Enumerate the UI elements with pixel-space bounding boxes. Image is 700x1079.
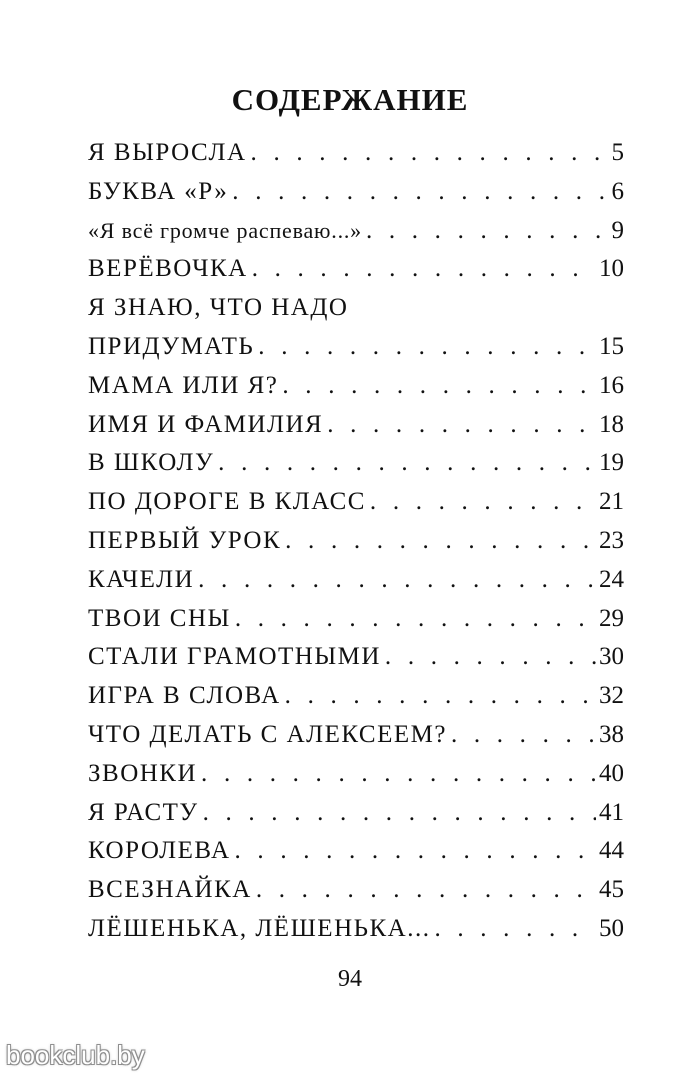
- toc-entry: [88, 638, 624, 677]
- watermark: bookclub.by: [6, 1040, 145, 1070]
- toc-entry-page: 45: [599, 876, 624, 904]
- dot-leader: [434, 910, 596, 949]
- page-number: 94: [338, 966, 362, 992]
- toc-entry-page: 38: [599, 720, 624, 748]
- dot-leader: [232, 173, 608, 212]
- toc-entry-title: «Я всё громче распеваю...»: [88, 217, 362, 243]
- toc-entry: [88, 677, 624, 716]
- toc-entry-page: 24: [599, 565, 624, 593]
- dot-leader: [451, 716, 596, 755]
- toc-entry-page: 19: [599, 449, 624, 477]
- toc-entry-title: ИГРА В СЛОВА: [88, 682, 281, 710]
- toc-entry-title: МАМА ИЛИ Я?: [88, 371, 279, 399]
- toc-entry-page: 29: [599, 604, 624, 632]
- toc-entry-title: ТВОИ СНЫ: [88, 604, 231, 632]
- toc-entry-page: 10: [599, 255, 624, 283]
- toc-entry: [88, 134, 624, 173]
- dot-leader: [370, 483, 596, 522]
- toc-entry-title: ЧТО ДЕЛАТЬ С АЛЕКСЕЕМ?: [88, 720, 447, 748]
- toc-entry-page: 5: [611, 139, 624, 166]
- toc-entry: [88, 910, 624, 949]
- toc-entry-title: ВЕРЁВОЧКА: [88, 255, 248, 283]
- toc-entry-page: 18: [599, 410, 624, 438]
- table-of-contents: [88, 134, 624, 949]
- toc-entry-page: 50: [599, 914, 624, 942]
- toc-entry-page: 9: [611, 216, 624, 244]
- toc-entry-title-line2: ПРИДУМАТЬ: [88, 332, 255, 360]
- toc-entry-page: 15: [599, 332, 624, 360]
- toc-entry-title: В ШКОЛУ: [88, 449, 215, 477]
- toc-entry-title: КОРОЛЕВА: [88, 837, 231, 865]
- dot-leader: [201, 755, 596, 794]
- dot-leader: [327, 406, 596, 445]
- toc-entry-title: БУКВА «Р»: [88, 177, 229, 205]
- toc-entry-title: ПО ДОРОГЕ В КЛАСС: [88, 488, 366, 516]
- toc-entry: [88, 871, 624, 910]
- toc-entry: [88, 173, 624, 212]
- toc-entry: [88, 755, 624, 794]
- toc-entry-page: 44: [599, 837, 624, 865]
- toc-entry: [88, 483, 624, 522]
- toc-entry-title: ПЕРВЫЙ УРОК: [88, 526, 282, 554]
- toc-entry-title: ЛЁШЕНЬКА, ЛЁШЕНЬКА...: [88, 914, 431, 942]
- toc-entry: [88, 522, 624, 561]
- toc-entry-title: КАЧЕЛИ: [88, 565, 195, 593]
- dot-leader: [385, 638, 596, 677]
- dot-leader: [235, 600, 596, 639]
- dot-leader: [235, 832, 596, 871]
- dot-leader: [366, 212, 609, 251]
- dot-leader: [285, 677, 596, 716]
- toc-entry: [88, 600, 624, 639]
- toc-entry: [88, 212, 624, 251]
- toc-entry: [88, 250, 624, 289]
- dot-leader: [198, 561, 596, 600]
- dot-leader: [218, 444, 596, 483]
- toc-entry: [88, 444, 624, 483]
- dot-leader: [282, 367, 596, 406]
- toc-entry-page: 21: [599, 488, 624, 516]
- dot-leader: [285, 522, 596, 561]
- toc-entry: [88, 367, 624, 406]
- toc-entry: [88, 794, 624, 833]
- toc-entry-page: 40: [599, 759, 624, 787]
- toc-entry: [88, 289, 624, 367]
- toc-entry-title: СТАЛИ ГРАМОТНЫМИ: [88, 643, 381, 671]
- dot-leader: [256, 871, 596, 910]
- toc-entry-page: 41: [599, 798, 624, 826]
- dot-leader: [252, 250, 596, 289]
- toc-entry-page: 32: [599, 682, 624, 710]
- dot-leader: [203, 794, 596, 833]
- toc-entry-page: 16: [599, 371, 624, 399]
- toc-entry-page: 23: [599, 526, 624, 554]
- page-title: СОДЕРЖАНИЕ: [231, 82, 469, 117]
- toc-entry-page: 30: [599, 643, 624, 671]
- toc-entry-title: ВСЕЗНАЙКА: [88, 876, 252, 904]
- dot-leader: [251, 134, 609, 173]
- toc-entry-title: ЗВОНКИ: [88, 759, 198, 787]
- toc-entry-title: Я ВЫРОСЛА: [88, 139, 247, 166]
- toc-entry: [88, 406, 624, 445]
- toc-entry-title: ИМЯ И ФАМИЛИЯ: [88, 410, 324, 438]
- toc-entry-title: Я РАСТУ: [88, 798, 199, 826]
- toc-entry: [88, 561, 624, 600]
- toc-entry: [88, 716, 624, 755]
- toc-entry-title-line1: Я ЗНАЮ, ЧТО НАДО: [88, 294, 349, 322]
- toc-entry-page: 6: [611, 177, 624, 205]
- dot-leader: [258, 328, 596, 367]
- toc-entry: [88, 832, 624, 871]
